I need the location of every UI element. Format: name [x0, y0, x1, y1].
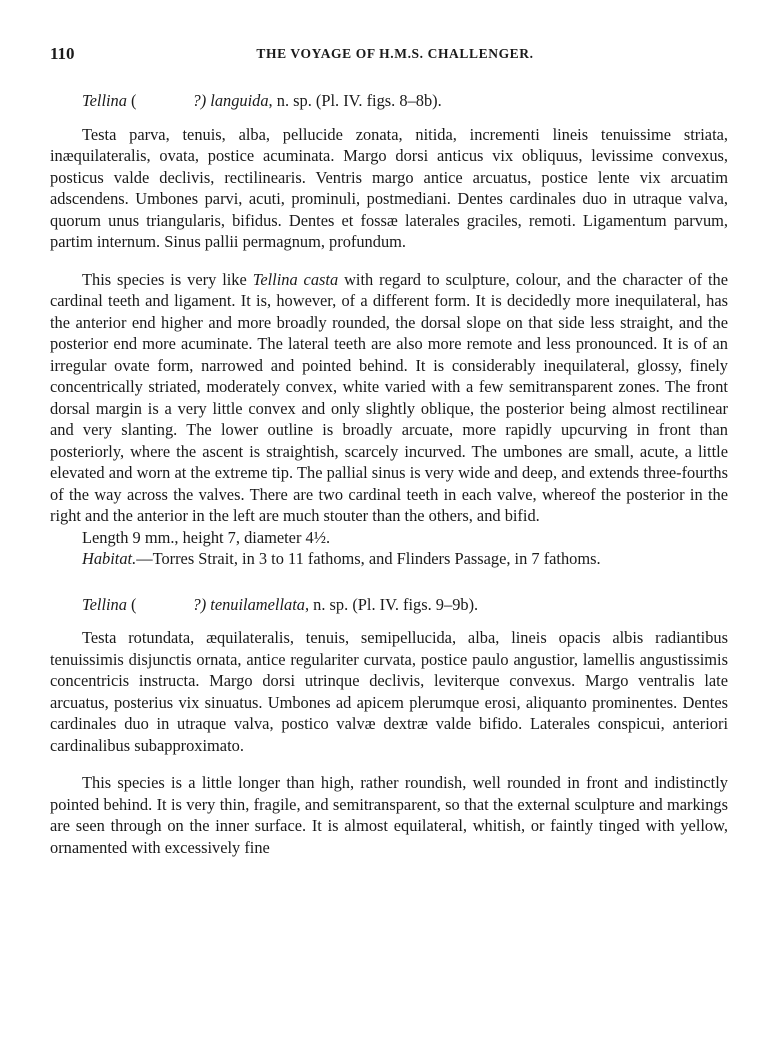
heading-rest: , n. sp. (Pl. IV. figs. 9–9b).: [304, 594, 479, 614]
heading-open-paren: (: [131, 594, 137, 614]
description-text-cont: with regard to sculpture, colour, and the character of the cardinal teeth and ligament. It is, however, of a different form. It is decidedly more inequilateral, has the anterior end higher and more broadly rounded, the dorsal slope on that side less straight, and the posterior end more acuminate. The lateral teeth are also more remote and less pronounced. It is of an irregular ovate form, narrowed and pointed behind. It is considerably inequilateral, glossy, finely concentrically striated, moderately convex, white varied with a few semitransparent zones. The front dorsal margin is a very little convex and only slightly oblique, the posterior being almost rectilinear and very slanting. The lower outline is broadly arcuate, more rapidly upcurving in front than posteriorly, where the ascent is straightish, scarcely incurved. The umbones are small, acute, a little elevated and worn at the extreme tip. The pallial sinus is very wide and deep, and extends three-fourths of the way across the valves. There are two cardinal teeth in each valve, whereof the posterior in the right and the anterior in the left are much stouter than the others, and bifid.: [50, 269, 729, 525]
genus-name: Tellina: [82, 594, 127, 614]
species-name: ?) tenuilamellata: [192, 594, 305, 614]
page-body: [50, 90, 728, 858]
species-name: ?) languida: [192, 91, 269, 110]
description-text: This species is very like: [82, 269, 253, 289]
english-description: [50, 269, 728, 527]
habitat: [50, 548, 728, 570]
english-description: This species is a little longer than high, rather roundish, well rounded in front and indistinctly pointed behind. It is very thin, fragile, and semitransparent, so that the external sculpture and markings are seen through on the inner surface. It is almost equilateral, whitish, or faintly tinged with yellow, ornamented with excessively fine: [50, 773, 728, 857]
genus-name: Tellina: [82, 91, 127, 110]
heading-open-paren: (: [131, 91, 137, 110]
comparison-species: Tellina casta: [252, 269, 339, 289]
habitat-text: —Torres Strait, in 3 to 11 fathoms, and Flinders Passage, in 7 fathoms.: [136, 549, 601, 568]
latin-description: Testa parva, tenuis, alba, pellucide zonata, nitida, incrementi lineis tenuissime striata, inæquilateralis, ovata, postice acuminata. Margo dorsi anticus vix obliquus, levissime convexus, posticus valde declivis, rectilinearis. Ventris margo antice arcuatus, postice lente vix arcuatim adscendens. Umbones parvi, acuti, prominuli, postmediani. Dentes cardinales duo in utraque valva, quorum unus triangularis, bifidus. Dentes et fossæ laterales graciles, remoti. Ligamentum parvum, partim internum. Sinus pallii permagnum, profundum.: [50, 124, 728, 251]
habitat-label: Habitat.: [82, 549, 137, 568]
page-number: 110: [50, 44, 75, 63]
running-head: THE VOYAGE OF H.M.S. CHALLENGER.: [256, 46, 534, 61]
measurements: Length 9 mm., height 7, diameter 4½.: [82, 527, 331, 547]
species-heading-languida: [50, 90, 728, 112]
species-heading-tenuilamellata: [50, 594, 728, 616]
latin-description: Testa rotundata, æquilateralis, tenuis, semipellucida, alba, lineis opacis albis radiantibus tenuissimis disjunctis ornata, antice regulariter curvata, postice paulo angustior, lamellis angustissimis concentricis instructa. Margo dorsi utrinque declivis, leviterque convexus. Margo ventralis late arcuatus, posterius vix sinuatus. Umbones ad apicem plerumque erosi, aliquanto prominentes. Dentes cardinales duo in utraque valva, postico valvæ dextræ valde bifido. Laterales conspicui, anteriori cardinalibus subapproximato.: [50, 628, 728, 755]
heading-rest: , n. sp. (Pl. IV. figs. 8–8b).: [268, 91, 442, 110]
page-header: [50, 44, 740, 68]
